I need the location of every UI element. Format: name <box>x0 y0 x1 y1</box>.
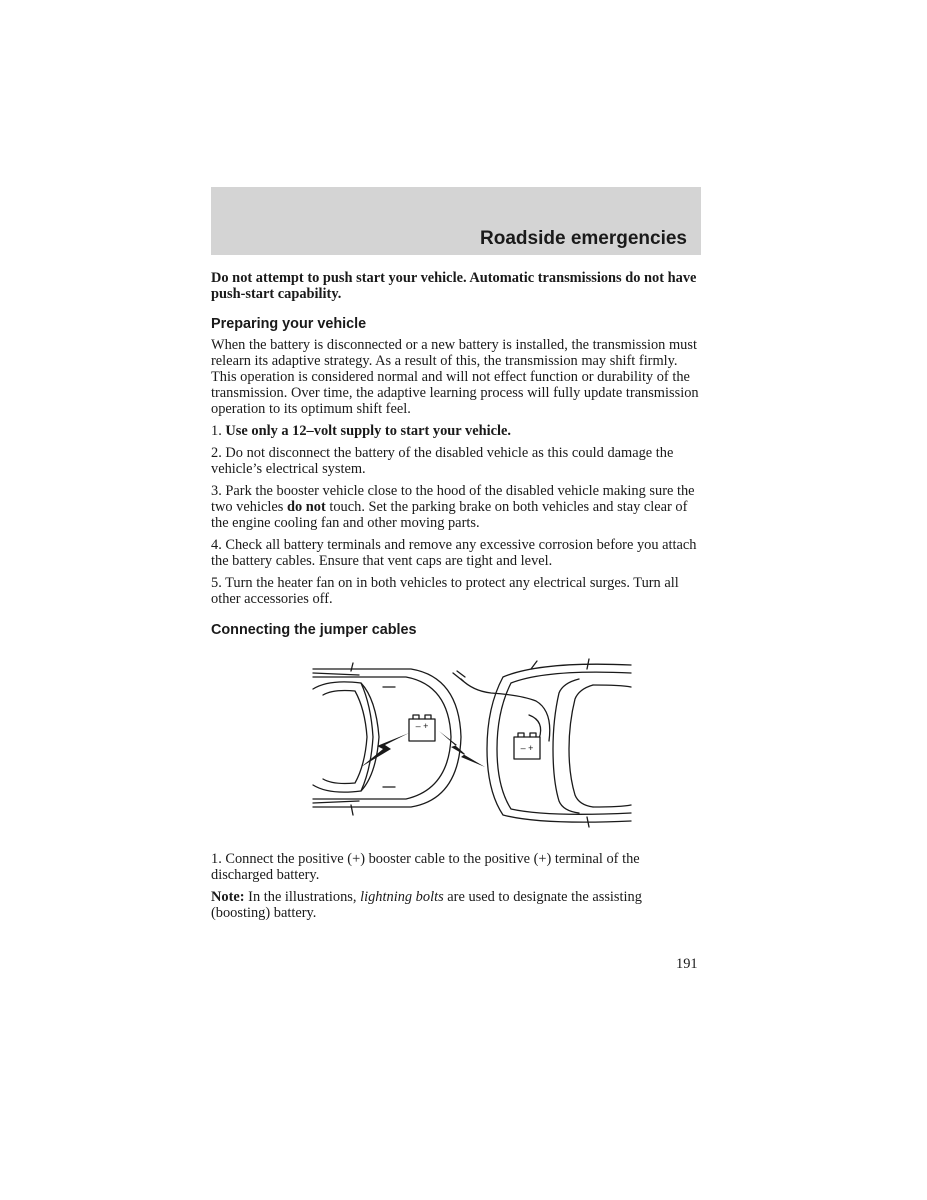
booster-vehicle-drawing <box>487 659 631 827</box>
page-content <box>211 270 703 927</box>
lightning-bolt-icon <box>361 733 409 767</box>
note-text-b: are used to designate the assisting (boosting) battery. <box>211 889 642 921</box>
step-1-number: 1. <box>211 423 222 439</box>
heading-connecting-cables: Connecting the jumper cables <box>211 622 417 638</box>
jumper-cables-illustration <box>211 649 703 829</box>
step-2: 2. Do not disconnect the battery of the disabled vehicle as this could damage the vehicle’s electrical system. <box>211 445 674 477</box>
step-5: 5. Turn the heater fan on in both vehicles to protect any electrical surges. Turn all other accessories off. <box>211 575 679 607</box>
step-4: 4. Check all battery terminals and remove any excessive corrosion before you attach the battery cables. Ensure that vent caps are tight and level. <box>211 537 697 569</box>
step-3-emphasis: do not <box>286 499 326 515</box>
page-number: 191 <box>676 956 698 972</box>
battery-right-label: – + <box>520 743 534 753</box>
step-1-text: Use only a 12–volt supply to start your vehicle. <box>225 423 511 439</box>
section-header-band <box>211 187 701 255</box>
disabled-vehicle-drawing <box>313 663 461 815</box>
note-text-a: In the illustrations, <box>248 889 357 905</box>
step-3-text-b: touch. Set the parking brake on both vehicles and stay clear of the engine cooling fan and other moving parts. <box>211 499 688 531</box>
warning-text: Do not attempt to push start your vehicle. Automatic transmissions do not have push-start capability. <box>211 270 697 302</box>
note-paragraph <box>211 889 703 921</box>
intro-paragraph: When the battery is disconnected or a new battery is installed, the transmission must relearn its adaptive strategy. As a result of this, the transmission may shift firmly. This operation is considered normal and will not effect function or durability of the transmission. Over time, the adaptive learning process will fully update transmission operation to its optimum shift feel. <box>211 337 699 417</box>
battery-icon-right <box>514 733 540 759</box>
battery-icon-left <box>409 715 435 741</box>
note-label: Note: <box>211 889 245 905</box>
connect-step-1: 1. Connect the positive (+) booster cable to the positive (+) terminal of the discharged battery. <box>211 851 640 883</box>
step-3 <box>211 483 703 531</box>
battery-left-label: – + <box>415 721 429 731</box>
step-3-text-a: 3. Park the booster vehicle close to the hood of the disabled vehicle making sure the two vehicles <box>211 483 695 515</box>
section-title: Roadside emergencies <box>480 228 687 249</box>
lightning-bolt-icon <box>439 731 485 767</box>
step-1 <box>211 423 703 439</box>
note-emphasis: lightning bolts <box>360 889 444 905</box>
heading-preparing-vehicle: Preparing your vehicle <box>211 316 367 332</box>
